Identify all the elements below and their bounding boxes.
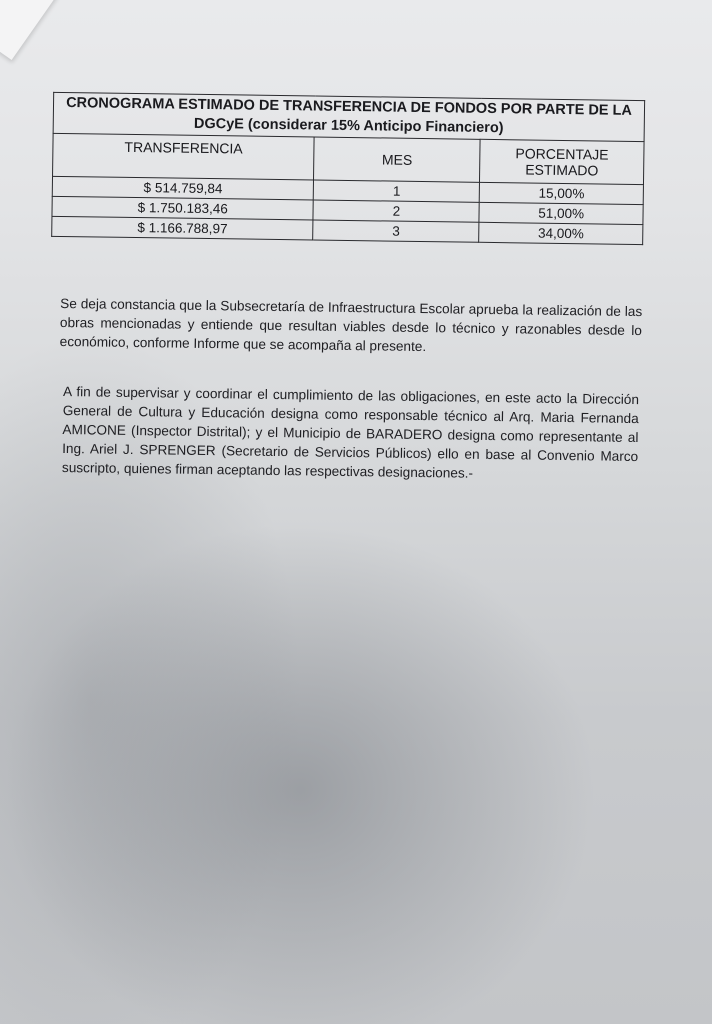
- cell-transferencia: $ 514.759,84: [52, 176, 314, 200]
- cell-mes: 1: [314, 180, 480, 202]
- cell-transferencia: $ 1.166.788,97: [52, 216, 314, 240]
- transfer-schedule-table: [51, 92, 645, 245]
- cell-porcentaje: 34,00%: [479, 222, 643, 244]
- cell-mes: 3: [313, 220, 479, 242]
- supervision-paragraph: A fin de supervisar y coordinar el cumplimiento de las obligaciones, en este acto la Dirección General de Cultura y Educación designa como responsable técnico al Arq. Maria Fernanda AMICONE (Inspector Distrital); y el Municipio de BARADERO designa como representante al Ing. Ariel J. SPRENGER (Secretario de Servicios Públicos) ello en base al Convenio Marco suscripto, quienes firman aceptando las respectivas designaciones.-: [61, 383, 640, 481]
- header-porcentaje: PORCENTAJE ESTIMADO: [480, 139, 644, 184]
- header-transferencia: TRANSFERENCIA: [53, 133, 315, 180]
- table-title: CRONOGRAMA ESTIMADO DE TRANSFERENCIA DE FONDOS POR PARTE DE LA DGCyE (considerar 15% Anticipo Financiero): [53, 92, 645, 141]
- cell-mes: 2: [313, 200, 479, 222]
- constancia-paragraph: Se deja constancia que la Subsecretaría de Infraestructura Escolar aprueba la realización de las obras mencionadas y entiende que resultan viables desde lo técnico y razonables desde lo económico, conforme Informe que se acompaña al presente.: [59, 295, 643, 354]
- cell-porcentaje: 15,00%: [480, 182, 644, 204]
- cell-porcentaje: 51,00%: [479, 202, 643, 224]
- header-mes: MES: [314, 137, 481, 182]
- cell-transferencia: $ 1.750.183,46: [52, 196, 314, 220]
